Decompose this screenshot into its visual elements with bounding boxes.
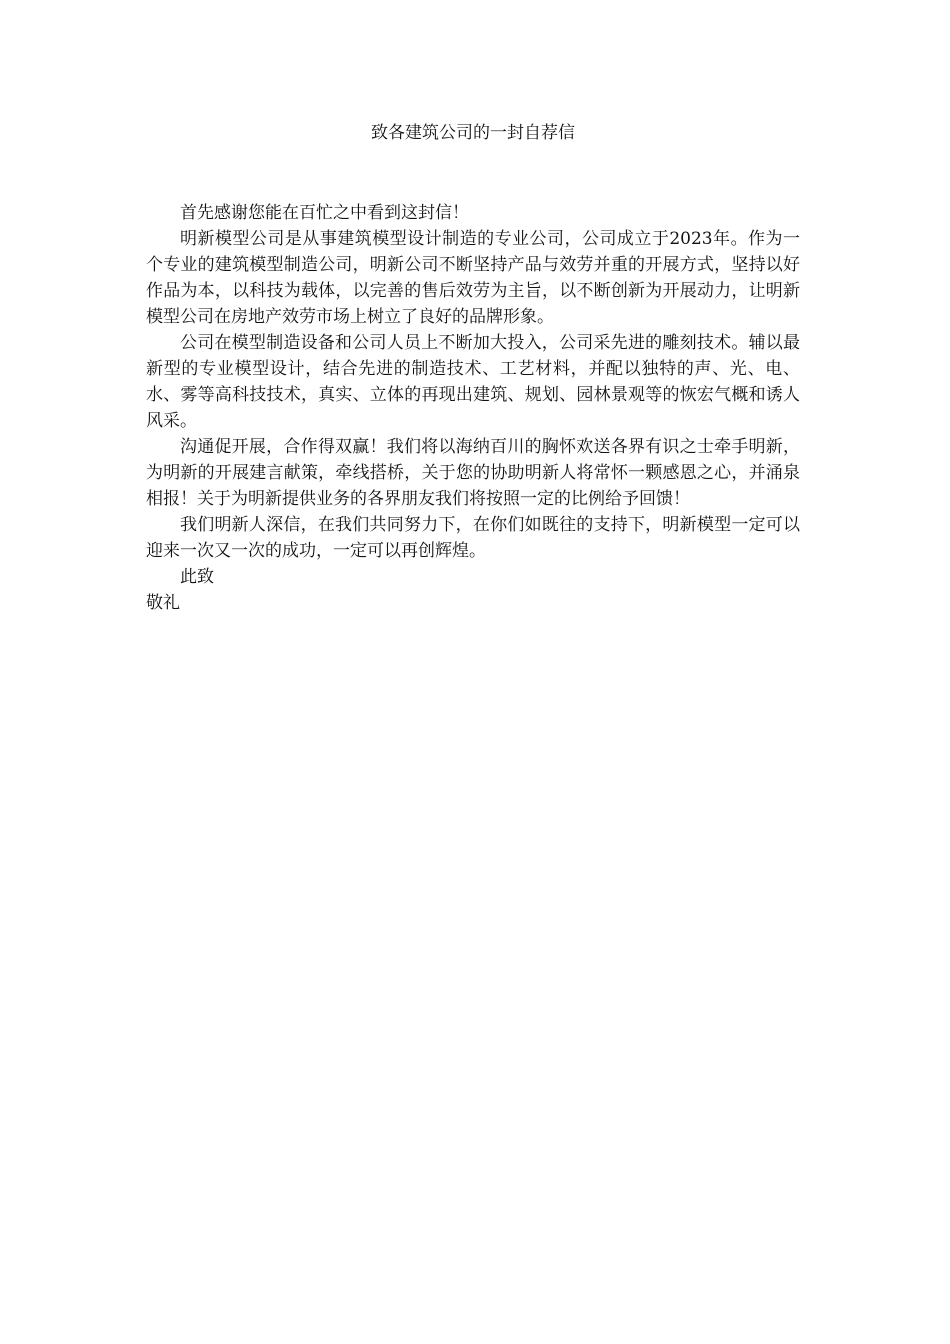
paragraph-cooperation: 沟通促开展，合作得双赢！我们将以海纳百川的胸怀欢送各界有识之士牵手明新，为明新的开展建言献策，牵线搭桥，关于您的协助明新人将常怀一颗感恩之心，并涌泉相报！关于为明新提供业务的各界朋友我们将按照一定的比例给予回馈！ bbox=[146, 437, 800, 509]
letter-title: 致各建筑公司的一封自荐信 bbox=[371, 123, 575, 143]
paragraph-company-intro: 明新模型公司是从事建筑模型设计制造的专业公司，公司成立于2023年。作为一个专业的建筑模型制造公司，明新公司不断坚持产品与效劳并重的开展方式，坚持以好作品为本，以科技为载体，以完善的售后效劳为主旨，以不断创新为开展动力，让明新模型公司在房地产效劳市场上树立了良好的品牌形象。 bbox=[146, 229, 800, 327]
paragraph-technology: 公司在模型制造设备和公司人员上不断加大投入，公司采先进的雕刻技术。辅以最新型的专业模型设计，结合先进的制造技术、工艺材料，并配以独特的声、光、电、水、雾等高科技技术，真实、立体的再现出建筑、规划、园林景观等的恢宏气概和诱人风采。 bbox=[146, 333, 800, 431]
closing-phrase: 此致 bbox=[180, 567, 214, 587]
salutation: 敬礼 bbox=[146, 593, 180, 613]
letter-body bbox=[146, 120, 800, 616]
paragraph-greeting: 首先感谢您能在百忙之中看到这封信！ bbox=[180, 203, 469, 223]
paragraph-outlook: 我们明新人深信，在我们共同努力下，在你们如既往的支持下，明新模型一定可以迎来一次又一次的成功，一定可以再创辉煌。 bbox=[146, 515, 800, 561]
